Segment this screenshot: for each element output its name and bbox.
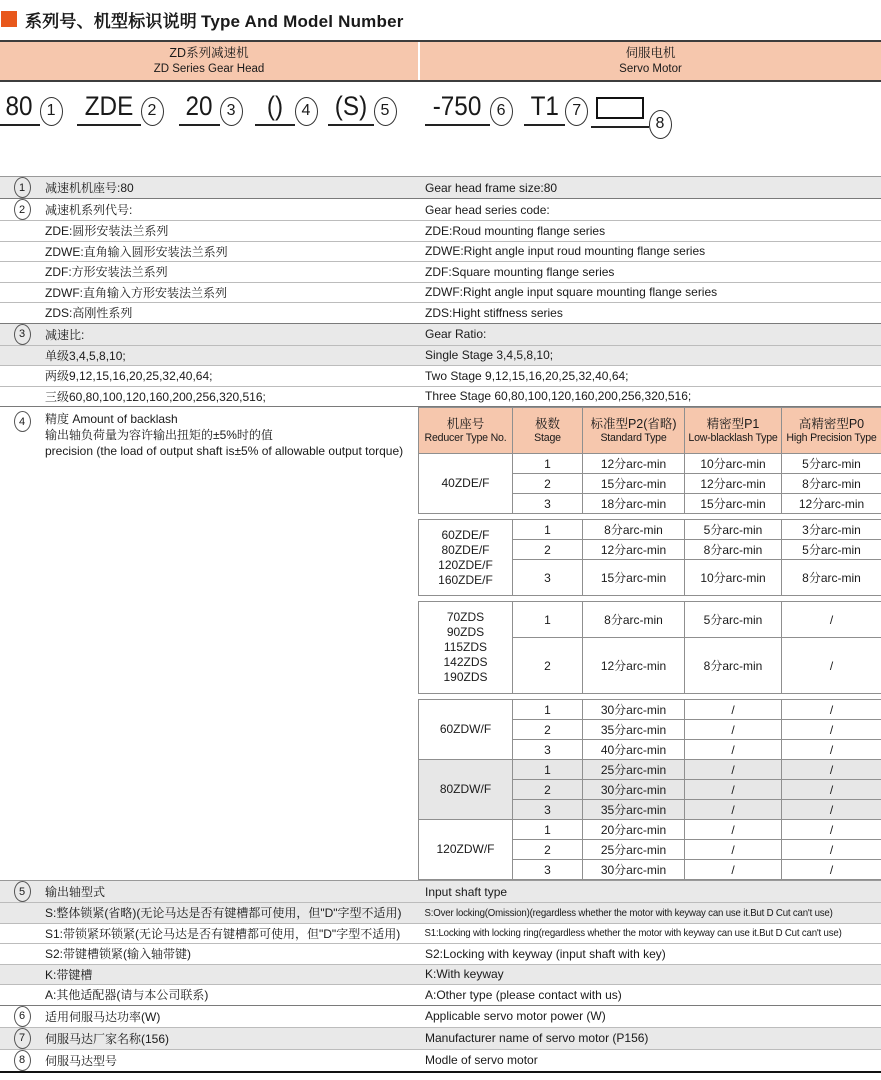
- backlash-value-cell: 12分arc-min: [583, 454, 685, 474]
- backlash-line-1: 精度 Amount of backlash: [45, 412, 178, 426]
- model-code-item-8: [586, 90, 676, 139]
- row-text-zh: 减速机系列代号:: [45, 203, 133, 217]
- backlash-value-cell: /: [685, 720, 782, 740]
- header-en: Low-blacklash Type: [688, 432, 778, 444]
- backlash-value-cell: /: [782, 820, 881, 840]
- backlash-value-cell: 10分arc-min: [685, 560, 782, 596]
- header-zh: 精密型P1: [706, 417, 760, 431]
- spec-row: [0, 241, 881, 262]
- reducer-model: 190ZDS: [443, 670, 488, 684]
- reducer-model: 80ZDW/F: [439, 782, 492, 796]
- row-text-zh: 输出轴型式: [45, 885, 106, 899]
- row-text-en: S:Over locking(Omission)(regardless whether the motor with keyway can use it.But D Cut can't use): [424, 906, 833, 919]
- row-text-zh: 减速比:: [45, 327, 85, 342]
- spec-row-item-5: [0, 881, 881, 902]
- reducer-model: 142ZDS: [443, 655, 488, 669]
- row-text-en: Gear head series code:: [425, 202, 550, 217]
- reducer-type-cell: [419, 454, 513, 514]
- reducer-type-cell: [419, 602, 513, 694]
- stage-cell: 2: [513, 840, 583, 860]
- backlash-row: [419, 454, 881, 474]
- circled-number: 8: [14, 1050, 31, 1071]
- row-text-en: A:Other type (please contact with us): [425, 987, 622, 1002]
- reducer-model: 120ZDE/F: [438, 557, 493, 572]
- spec-row: [0, 365, 881, 386]
- circled-number: 8: [649, 110, 672, 139]
- reducer-model: 60ZDE/F: [441, 527, 490, 542]
- model-code-text: T1: [530, 91, 559, 121]
- circled-number: 4: [14, 411, 31, 432]
- backlash-value-cell: /: [685, 740, 782, 760]
- reducer-model: 120ZDW/F: [436, 842, 495, 856]
- circled-number: 5: [14, 881, 31, 902]
- backlash-line-3: precision (the load of output shaft is±5% of allowable output torque): [45, 444, 404, 458]
- row-text-en: S2:Locking with keyway (input shaft with key): [425, 946, 666, 961]
- row-number-cell: [0, 1028, 44, 1049]
- row-text-en: ZDF:Square mounting flange series: [425, 264, 615, 279]
- model-code-text: -750: [433, 91, 482, 121]
- backlash-header-col-3: [583, 408, 685, 454]
- stage-cell: 3: [513, 560, 583, 596]
- row-text-zh: S:整体锁紧(省略)(无论马达是否有键槽都可使用，但"D"字型不适用): [45, 906, 402, 921]
- spec-row-item-3: [0, 323, 881, 345]
- spec-row: [0, 943, 881, 964]
- backlash-value-cell: 30分arc-min: [583, 700, 685, 720]
- backlash-value-cell: 10分arc-min: [685, 454, 782, 474]
- backlash-header-col-2: [513, 408, 583, 454]
- spec-list-bottom: [0, 880, 881, 1073]
- header-en: Reducer Type No.: [424, 432, 507, 444]
- backlash-value-cell: 8分arc-min: [583, 520, 685, 540]
- reducer-model: 115ZDS: [443, 640, 488, 654]
- page-title-en: Type And Model Number: [201, 11, 404, 31]
- circled-number: 4: [295, 97, 318, 126]
- row-number-cell: [0, 177, 44, 198]
- stage-cell: 3: [513, 494, 583, 514]
- spec-row-item-6: [0, 1005, 881, 1027]
- stage-cell: 2: [513, 474, 583, 494]
- circled-number: 3: [14, 324, 31, 345]
- spec-row: [0, 902, 881, 923]
- backlash-value-cell: 15分arc-min: [685, 494, 782, 514]
- header-en: Standard Type: [600, 432, 667, 444]
- spec-row-item-1: [0, 177, 881, 198]
- band-servo-motor-en: Servo Motor: [619, 62, 682, 75]
- row-text-en: Modle of servo motor: [425, 1053, 538, 1067]
- backlash-value-cell: 12分arc-min: [685, 474, 782, 494]
- backlash-value-cell: 25分arc-min: [583, 760, 685, 780]
- backlash-value-cell: /: [782, 740, 881, 760]
- model-code-item-6: [424, 90, 514, 126]
- backlash-value-cell: 8分arc-min: [685, 540, 782, 560]
- backlash-row: [419, 760, 881, 780]
- circled-number: 2: [14, 199, 31, 220]
- circled-number: 5: [374, 97, 397, 126]
- backlash-value-cell: /: [782, 800, 881, 820]
- row-text-en: ZDWF:Right angle input square mounting flange series: [425, 285, 718, 300]
- page-title: [25, 7, 404, 32]
- backlash-value-cell: /: [782, 760, 881, 780]
- model-code-text: 80: [5, 91, 34, 121]
- spec-list-top: [0, 176, 881, 406]
- reducer-type-cell: [419, 760, 513, 820]
- model-code-value: [0, 90, 40, 126]
- backlash-line-2: 输出轴负荷量为容许输出扭矩的±5%时的值: [45, 428, 273, 442]
- model-code-value: [77, 90, 141, 126]
- row-number-cell: [0, 199, 44, 220]
- header-zh: 高精密型P0: [798, 417, 865, 431]
- model-code-row: [0, 90, 881, 176]
- model-code-value: [255, 90, 295, 126]
- backlash-value-cell: 35分arc-min: [583, 800, 685, 820]
- row-text-zh: 适用伺服马达功率(W): [45, 1009, 161, 1024]
- page-title-zh: 系列号、机型标识说明: [25, 11, 197, 31]
- backlash-value-cell: 18分arc-min: [583, 494, 685, 514]
- backlash-value-cell: 30分arc-min: [583, 780, 685, 800]
- page-title-bar: [0, 0, 881, 31]
- row-text-zh: ZDWF:直角输入方形安装法兰系列: [45, 285, 227, 300]
- stage-cell: 1: [513, 760, 583, 780]
- reducer-model: 70ZDS: [446, 610, 485, 624]
- model-code-value: [179, 90, 219, 126]
- row-text-zh: ZDE:圆形安装法兰系列: [45, 224, 169, 239]
- row-text-zh: S1:带锁紧环锁紧(无论马达是否有键槽都可使用，但"D"字型不适用): [45, 926, 401, 941]
- model-code-text: ZDE: [84, 91, 133, 121]
- row-text-en: ZDWE:Right angle input roud mounting flange series: [425, 244, 706, 259]
- backlash-value-cell: 35分arc-min: [583, 720, 685, 740]
- backlash-value-cell: /: [782, 638, 881, 694]
- model-code-text: 20: [185, 91, 214, 121]
- header-zh: 极数: [534, 417, 560, 431]
- backlash-value-cell: 5分arc-min: [782, 540, 881, 560]
- row-text-en: Two Stage 9,12,15,16,20,25,32,40,64;: [425, 368, 629, 383]
- backlash-value-cell: /: [685, 840, 782, 860]
- row-number-cell: [0, 324, 44, 345]
- row-text-zh: ZDWE:直角输入圆形安装法兰系列: [45, 244, 228, 259]
- stage-cell: 3: [513, 740, 583, 760]
- reducer-model: 90ZDS: [446, 625, 485, 639]
- spec-row: [0, 220, 881, 241]
- stage-cell: 1: [513, 520, 583, 540]
- backlash-value-cell: 25分arc-min: [583, 840, 685, 860]
- row-text-en: Input shaft type: [425, 884, 508, 899]
- backlash-value-cell: /: [685, 860, 782, 880]
- backlash-value-cell: 5分arc-min: [685, 520, 782, 540]
- column-header-band: [0, 40, 881, 82]
- row-text-zh: 单级3,4,5,8,10;: [45, 348, 126, 363]
- spec-row: [0, 386, 881, 407]
- row-text-en: ZDS:Hight stiffness series: [425, 305, 563, 320]
- backlash-left: [0, 407, 418, 880]
- backlash-value-cell: /: [782, 860, 881, 880]
- stage-cell: 1: [513, 602, 583, 638]
- backlash-description: [44, 411, 403, 459]
- circled-number: 6: [490, 97, 513, 126]
- backlash-value-cell: 8分arc-min: [583, 602, 685, 638]
- spec-row-item-2: [0, 198, 881, 220]
- backlash-value-cell: 12分arc-min: [583, 540, 685, 560]
- backlash-header-col-5: [782, 408, 881, 454]
- backlash-value-cell: 15分arc-min: [583, 474, 685, 494]
- spec-row: [0, 923, 881, 944]
- header-en: Stage: [534, 432, 561, 444]
- backlash-value-cell: 8分arc-min: [685, 638, 782, 694]
- stage-cell: 3: [513, 860, 583, 880]
- model-code-value: [524, 90, 566, 126]
- circled-number: 7: [565, 97, 588, 126]
- backlash-section: [0, 406, 881, 880]
- backlash-value-cell: 40分arc-min: [583, 740, 685, 760]
- row-text-en: Three Stage 60,80,100,120,160,200,256,320,516;: [425, 389, 692, 404]
- model-code-item-1: [0, 90, 76, 126]
- backlash-value-cell: /: [685, 760, 782, 780]
- model-code-item-2: [75, 90, 165, 126]
- reducer-type-cell: [419, 520, 513, 596]
- reducer-model: 80ZDE/F: [441, 542, 490, 557]
- row-text-en: S1:Locking with locking ring(regardless whether the motor with keyway can use it.But D Cut can't use): [424, 927, 842, 940]
- row-text-en: Manufacturer name of servo motor (P156): [425, 1031, 649, 1045]
- backlash-row: [419, 520, 881, 540]
- circled-number: 3: [220, 97, 243, 126]
- reducer-type-cell: [419, 700, 513, 760]
- spec-row: [0, 302, 881, 323]
- backlash-header-col-4: [685, 408, 782, 454]
- reducer-model: 160ZDE/F: [438, 572, 493, 587]
- row-text-en: Applicable servo motor power (W): [425, 1009, 606, 1023]
- row-number-cell: [0, 1050, 44, 1071]
- stage-cell: 1: [513, 820, 583, 840]
- circled-number: 2: [141, 97, 164, 126]
- backlash-table-holder: [418, 407, 881, 880]
- row-text-zh: ZDF:方形安装法兰系列: [45, 265, 168, 280]
- spec-row: [0, 261, 881, 282]
- backlash-value-cell: /: [685, 700, 782, 720]
- stage-cell: 2: [513, 638, 583, 694]
- band-gear-head-en: ZD Series Gear Head: [153, 62, 265, 75]
- row-text-en: ZDE:Roud mounting flange series: [425, 223, 606, 238]
- row-text-zh: 减速机机座号:80: [45, 181, 134, 195]
- backlash-row: [419, 820, 881, 840]
- blank-box: [596, 97, 644, 119]
- spec-row: [0, 964, 881, 985]
- row-text-zh: ZDS:高刚性系列: [45, 306, 133, 321]
- stage-cell: 2: [513, 780, 583, 800]
- model-code-text: (): [266, 91, 283, 121]
- row-number-cell: [0, 881, 44, 902]
- header-zh: 标准型P2(省略): [590, 417, 677, 431]
- band-servo-motor: [418, 42, 881, 80]
- stage-cell: 2: [513, 540, 583, 560]
- row-text-zh: 三级60,80,100,120,160,200,256,320,516;: [45, 389, 266, 404]
- row-text-zh: 伺服马达型号: [45, 1053, 118, 1068]
- circled-number: 1: [40, 97, 63, 126]
- header-en: High Precision Type: [786, 432, 877, 444]
- spec-row-item-7: [0, 1027, 881, 1049]
- row-text-zh: 两级9,12,15,16,20,25,32,40,64;: [45, 369, 213, 384]
- header-zh: 机座号: [446, 417, 485, 431]
- row-text-en: Gear Ratio:: [425, 327, 487, 341]
- spec-row: [0, 282, 881, 303]
- backlash-value-cell: 30分arc-min: [583, 860, 685, 880]
- row-text-en: Single Stage 3,4,5,8,10;: [425, 348, 554, 363]
- row-text-zh: 伺服马达厂家名称(156): [45, 1031, 170, 1046]
- spec-row: [0, 984, 881, 1005]
- model-code-text: (S): [334, 91, 367, 121]
- backlash-value-cell: 8分arc-min: [782, 560, 881, 596]
- circled-number: 6: [14, 1006, 31, 1027]
- row-text-zh: A:其他适配器(请与本公司联系): [45, 988, 209, 1003]
- stage-cell: 1: [513, 454, 583, 474]
- model-code-item-5: [317, 90, 407, 126]
- backlash-value-cell: 15分arc-min: [583, 560, 685, 596]
- backlash-value-cell: /: [685, 780, 782, 800]
- backlash-row: [419, 602, 881, 638]
- circled-number: 7: [14, 1028, 31, 1049]
- backlash-table: [418, 407, 881, 880]
- backlash-value-cell: /: [685, 800, 782, 820]
- backlash-value-cell: 12分arc-min: [583, 638, 685, 694]
- reducer-model: 60ZDW/F: [439, 722, 492, 736]
- backlash-value-cell: /: [782, 700, 881, 720]
- backlash-row: [419, 700, 881, 720]
- reducer-model: 40ZDE/F: [441, 476, 490, 490]
- backlash-value-cell: /: [685, 820, 782, 840]
- backlash-value-cell: 20分arc-min: [583, 820, 685, 840]
- backlash-header-col-1: [419, 408, 513, 454]
- model-code-value: [328, 90, 374, 126]
- row-number: [0, 411, 44, 432]
- row-text-zh: K:带键槽: [45, 967, 93, 982]
- row-number-cell: [0, 1006, 44, 1027]
- backlash-value-cell: 5分arc-min: [685, 602, 782, 638]
- band-gear-head: [0, 42, 418, 80]
- backlash-value-cell: 3分arc-min: [782, 520, 881, 540]
- spec-row: [0, 345, 881, 366]
- spec-row-item-8: [0, 1049, 881, 1071]
- backlash-value-cell: 12分arc-min: [782, 494, 881, 514]
- band-gear-head-zh: ZD系列减速机: [169, 46, 249, 61]
- backlash-value-cell: /: [782, 840, 881, 860]
- stage-cell: 1: [513, 700, 583, 720]
- backlash-value-cell: /: [782, 720, 881, 740]
- row-text-en: Gear head frame size:80: [425, 180, 558, 195]
- model-code-blank-box: [591, 90, 649, 128]
- orange-square-marker: [1, 11, 17, 27]
- band-servo-motor-zh: 伺服电机: [625, 46, 676, 61]
- backlash-value-cell: 8分arc-min: [782, 474, 881, 494]
- backlash-value-cell: /: [782, 780, 881, 800]
- circled-number: 1: [14, 177, 31, 198]
- row-text-en: K:With keyway: [425, 967, 504, 982]
- reducer-type-cell: [419, 820, 513, 880]
- backlash-value-cell: /: [782, 602, 881, 638]
- row-text-zh: S2:带键槽锁紧(输入轴带键): [45, 947, 192, 962]
- backlash-value-cell: 5分arc-min: [782, 454, 881, 474]
- model-code-value: [425, 90, 489, 126]
- stage-cell: 2: [513, 720, 583, 740]
- stage-cell: 3: [513, 800, 583, 820]
